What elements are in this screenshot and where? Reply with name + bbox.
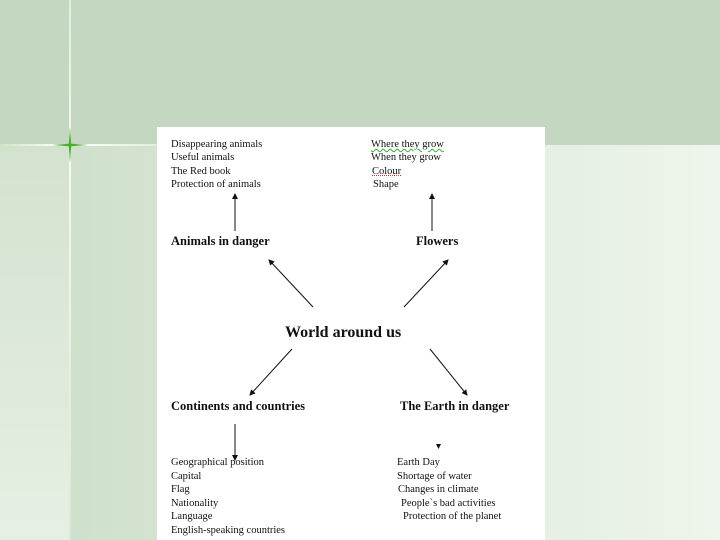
slide-header-band [0, 0, 720, 145]
list-item: People`s bad activities [401, 498, 496, 509]
list-item: Earth Day [397, 457, 440, 468]
list-item: Shortage of water [397, 471, 472, 482]
mind-map-diagram [157, 127, 545, 540]
list-item: Protection of the planet [403, 511, 502, 522]
arrow-to-continents [250, 349, 292, 395]
branch-title-earth: The Earth in danger [400, 399, 510, 413]
list-item: Shape [373, 179, 399, 190]
list-item: Protection of animals [171, 179, 261, 190]
branch-title-continents: Continents and countries [171, 399, 306, 413]
list-item: Disappearing animals [171, 139, 263, 150]
decorative-vertical-line [69, 0, 71, 540]
list-item: Colour [372, 166, 402, 177]
list-item: Where they grow [371, 139, 444, 150]
arrow-to-earth [430, 349, 467, 395]
slide-left-band [0, 145, 70, 540]
list-item: Capital [171, 471, 202, 482]
arrow-to-earth-items [436, 444, 441, 449]
list-item: When they grow [371, 152, 441, 163]
list-item: Nationality [171, 498, 219, 509]
list-item: Useful animals [171, 152, 235, 163]
central-topic: World around us [285, 324, 402, 341]
list-item: Geographical position [171, 457, 265, 468]
branch-title-animals: Animals in danger [171, 234, 270, 248]
list-item: Changes in climate [398, 484, 479, 495]
list-item: Language [171, 511, 213, 522]
arrow-to-flowers [404, 260, 448, 307]
sparkle-icon [52, 127, 88, 163]
arrow-to-animals [269, 260, 313, 307]
list-item: The Red book [171, 166, 231, 177]
list-item: Flag [171, 484, 190, 495]
list-item: English-speaking countries [171, 525, 286, 536]
branch-title-flowers: Flowers [416, 234, 459, 248]
